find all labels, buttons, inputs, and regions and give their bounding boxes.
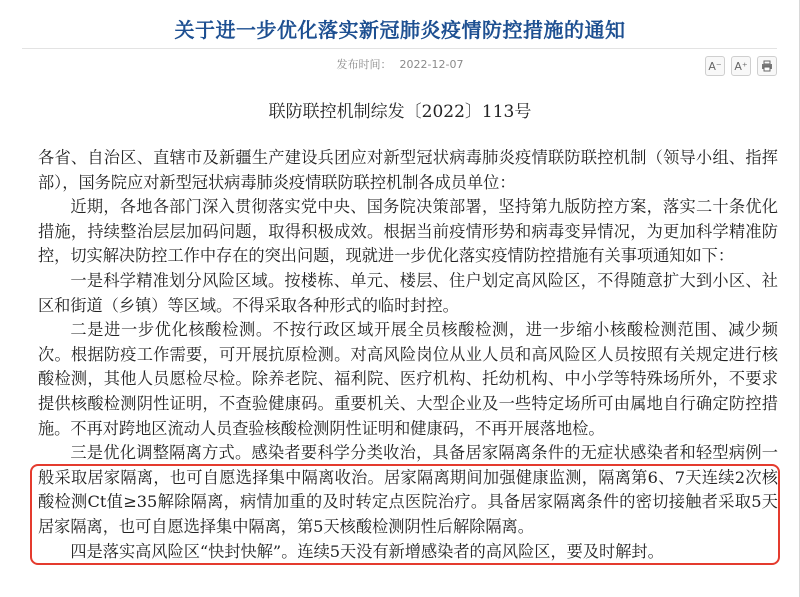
- font-increase-button[interactable]: [731, 56, 751, 76]
- article-body: [38, 146, 778, 564]
- divider: [22, 48, 777, 49]
- font-increase-icon: A⁺: [734, 59, 748, 73]
- publish-label: 发布时间：: [336, 58, 392, 71]
- intro-paragraph: 近期，各地各部门深入贯彻落实党中央、国务院决策部署，坚持第九版防控方案，落实二十条优化措施，持续整治层层加码问题，取得积极成效。根据当前疫情形势和病毒变异情况，为更加科学精准防控，切实解决防控工作中存在的突出问题，现就进一步优化落实疫情防控措施有关事项通知如下：: [38, 197, 778, 266]
- publish-date: 2022-12-07: [399, 58, 464, 71]
- font-decrease-icon: A⁻: [708, 59, 722, 73]
- item-1-paragraph: 一是科学精准划分风险区域。按楼栋、单元、楼层、住户划定高风险区，不得随意扩大到小区、社区和街道（乡镇）等区域。不得采取各种形式的临时封控。: [38, 270, 778, 315]
- publish-info: [0, 56, 800, 72]
- article-title: 关于进一步优化落实新冠肺炎疫情防控措施的通知: [174, 18, 626, 42]
- document-number: 联防联控机制综发〔2022〕113号: [268, 102, 532, 122]
- print-icon: [761, 60, 773, 72]
- article-tools: [705, 56, 777, 76]
- item-2-paragraph: 二是进一步优化核酸检测。不按行政区域开展全员核酸检测，进一步缩小核酸检测范围、减少频次。根据防疫工作需要，可开展抗原检测。对高风险岗位从业人员和高风险区人员按照有关规定进行核酸检测，其他人员愿检尽检。除养老院、福利院、医疗机构、托幼机构、中小学等特殊场所外，不要求提供核酸检测阴性证明，不查验健康码。重要机关、大型企业及一些特定场所可由属地自行确定防控措施。不再对跨地区流动人员查验核酸检测阴性证明和健康码，不再开展落地检。: [38, 320, 778, 438]
- print-button[interactable]: [757, 56, 777, 76]
- item-3-paragraph: 三是优化调整隔离方式。感染者要科学分类收治，具备居家隔离条件的无症状感染者和轻型病例一般采取居家隔离，也可自愿选择集中隔离收治。居家隔离期间加强健康监测，隔离第6、7天连续2次核酸检测Ct值≥35解除隔离，病情加重的及时转定点医院治疗。具备居家隔离条件的密切接触者采取5天居家隔离，也可自愿选择集中隔离，第5天核酸检测阴性后解除隔离。: [38, 443, 778, 536]
- font-decrease-button[interactable]: [705, 56, 725, 76]
- salutation-paragraph: 各省、自治区、直辖市及新疆生产建设兵团应对新型冠状病毒肺炎疫情联防联控机制（领导小组、指挥部），国务院应对新型冠状病毒肺炎疫情联防联控机制各成员单位：: [38, 148, 778, 192]
- item-4-paragraph: 四是落实高风险区“快封快解”。连续5天没有新增感染者的高风险区，要及时解封。: [70, 541, 664, 561]
